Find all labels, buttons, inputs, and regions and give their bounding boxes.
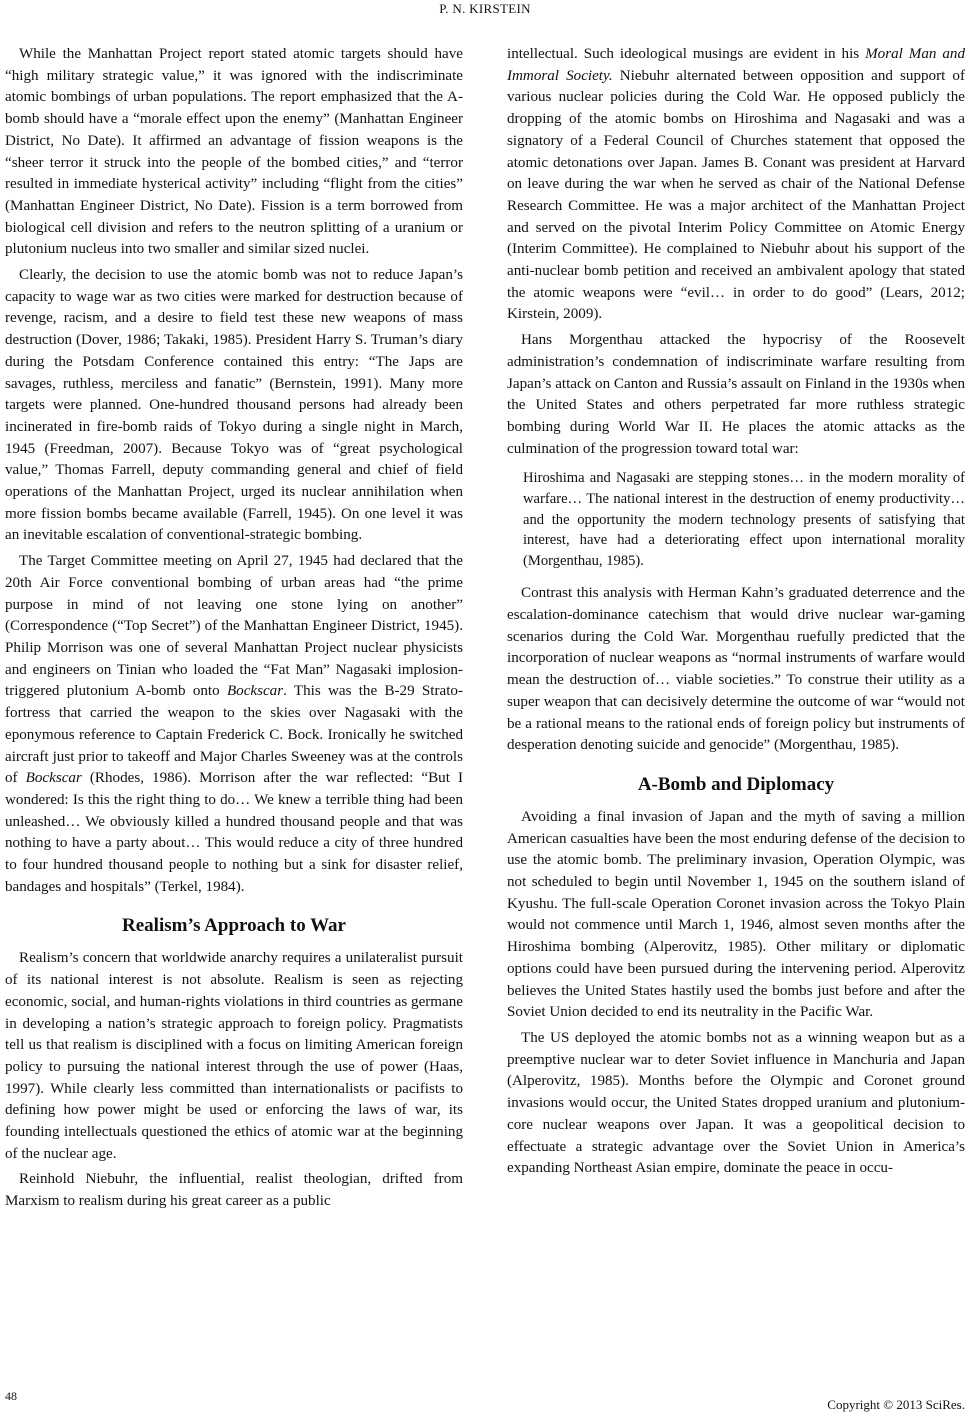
paragraph-text: (Rhodes, 1986). Morrison after the war reflected: “But I wondered: Is this the right thing to do… We knew a terrible thing had been unleashed… We obviously killed a hundred thousand people and that was nothing to have a party about… This would reduce a city of three hundred to four hundred thousand people to nothing but a sink for disaster relief, bandages and hospitals” (Terkel, 1984). [5,770,463,895]
aircraft-name: Bockscar [226,683,284,700]
paragraph: Avoiding a final invasion of Japan and the myth of saving a million American casualties have been the most enduring defense of the decision to use the atomic bomb. The preliminary invasion, Operation Olympic, was not scheduled to begin until November 1, 1945 on the southern island of Kyushu. The full-scale Operation Coronet invasion across the Tokyo Plain would not commence until March 1, 1946, almost seven months after the Hiroshima bombing (Alperovitz, 1985). Other military or diplomatic options could have been pursued during the intervening period. Alperovitz believes the United States hastily used the bombs just before and after the Soviet Union decided to end its neutrality in the Pacific War. [507,808,965,1021]
paragraph: Contrast this analysis with Herman Kahn’s graduated deterrence and the escalation-dominance catechism that would drive nuclear war-gaming scenarios during the Cold War. Morgenthau ruefully predicted that the incorporation of nuclear weapons as “normal instruments of warfare would mean the destruction of… viable societies.” To construe their utility as a super weapon that can decisively determine the outcome of war “would not be a rational means to the rational ends of foreign policy but instruments of desperation denoting suicide and genocide” (Morgenthau, 1985). [507,585,965,754]
paragraph: The US deployed the atomic bombs not as a winning weapon but as a preemptive nuclear war to deter Soviet influence in Manchuria and Japan (Alperovitz, 1985). Months before the Olympic and Coronet ground invasions would occur, the United States dropped uranium and plutonium-core nuclear weapons over Japan. It was a geopolitical decision to effectuate a strategic advantage over the Soviet Union in America’s expanding Northeast Asian empire, dominate the peace in occu- [507,1029,965,1177]
paragraph [5,551,463,898]
paragraph-text: intellectual. Such ideological musings are evident in his [507,46,866,62]
left-column [5,44,463,1217]
running-head: P. N. KIRSTEIN [439,1,531,16]
right-column [507,44,965,1184]
block-quote: Hiroshima and Nagasaki are stepping stones… in the modern morality of warfare… The national interest in the destruction of enemy productivity… and the opportunity the modern technology presents of satisfying that interest, have had a deteriorating effect upon international morality (Morgenthau, 1985). [523,470,965,569]
page-number: 48 [5,1389,17,1403]
paragraph: Reinhold Niebuhr, the influential, realist theologian, drifted from Marxism to realism during his great career as a public [5,1171,463,1210]
paragraph: Realism’s concern that worldwide anarchy requires a unilateralist pursuit of its national interest is not absolute. Realism is seen as rejecting economic, social, and human-rights violations in third countries as germane in developing a nation’s strategic approach to foreign policy. Pragmatists tell us that realism is disciplined with a focus on limiting American foreign policy to pursuing the national interest through the use of power (Haas, 1997). While clearly less committed than internationalists or pacifists to defining how power might be used or enforcing the laws of war, its founding intellectuals questioned the ethics of atomic war at the beginning of the nuclear age. [5,950,463,1162]
paragraph: While the Manhattan Project report stated atomic targets should have “high military strategic value,” it was ignored with the indiscriminate atomic bombings of urban populations. The report emphasized that the A-bomb should have a “morale effect upon the enemy” (Manhattan Engineer District, No Date). It affirmed an advantage of fission weapons is the “sheer terror it struck into the people of the bombed cities,” and “terror resulted in immediate hysterical activity” including “flight from the cities” (Manhattan Engineer District, No Date). Fission is a term borrowed from biological cell division and refers to the neutron splitting of a uranium or plutonium nucleus into two smaller and similar sized nuclei. [5,46,463,258]
section-heading: A-Bomb and Diplomacy [637,773,835,795]
book-title: Moral Man and Immoral Society. [507,46,965,84]
paragraph-text: The Target Committee meeting on April 27, 1945 had declared that the 20th Air Force conventional bombing of urban areas had “the prime purpose in mind of not leaving one stone lying on another” (Correspondence (“Top Secret”) of the Manhattan Engineer District, 1945). Philip Morrison was one of several Manhattan Project nuclear physicists and engineers on Tinian who loaded the “Fat Man” Nagasaki implosion-triggered plutonium A-bomb onto [5,553,463,700]
paragraph-text: . This was the B-29 Strato-fortress that carried the weapon to the skies over Nagasaki with the eponymous reference to Captain Frederick C. Bock. Ironically he switched aircraft just prior to takeoff and Major Charles Sweeney was at the controls of [5,683,463,787]
section-heading: Realism’s Approach to War [122,915,346,937]
paragraph: Hans Morgenthau attacked the hypocrisy of the Roosevelt administration’s condemnation of indiscriminate warfare resulting from Japan’s attack on Canton and Russia’s assault on Finland in the 1930s when the United States and others perpetrated far more ruthless strategic bombing during World War II. He places the atomic attacks as the culmination of the progression toward total war: [507,332,965,457]
paragraph-text: Niebuhr alternated between opposition and support of various nuclear policies during the Cold War. He opposed publicly the dropping of the atomic bombs on Hiroshima and Nagasaki and was a signatory of a Federal Council of Churches statement that opposed the atomic detonations over Japan. James B. Conant was president at Harvard on leave during the war when he served as chair of the National Defense Research Committee. He was a major architect of the Manhattan Project and served on the pivotal Interim Policy Committee on Atomic Energy (Interim Committee). He complained to Niebuhr about his support of the anti-nuclear bomb petition and received an ambivalent apology that stated the atomic weapons were “evil… in order to do good” (Lears, 2012; Kirstein, 2009). [507,67,966,323]
aircraft-name: Bockscar [25,770,82,787]
paragraph [507,44,965,326]
copyright-notice: Copyright © 2013 SciRes. [827,1397,965,1412]
paragraph: Clearly, the decision to use the atomic bomb was not to reduce Japan’s capacity to wage war as two cities were marked for destruction because of revenge, racism, and a desire to field test these new weapons of mass destruction (Dover, 1986; Takaki, 1985). President Harry S. Truman’s diary during the Potsdam Conference contained this entry: “The Japs are savages, ruthless, merciless and fanatic” (Bernstein, 1991). Many more targets were planned. One-hundred thousand persons had already been incinerated in fire-bomb raids of Tokyo during a single night in March, 1945 (Freedman, 2007). Because Tokyo was of “great psychological value,” Thomas Farrell, deputy commanding general and chief of field operations of the Manhattan Project, urged its nuclear annihilation when more fission bombs became available (Farrell, 1945). On one level it was an inevitable escalation of conventional-strategic bombing. [5,267,463,544]
